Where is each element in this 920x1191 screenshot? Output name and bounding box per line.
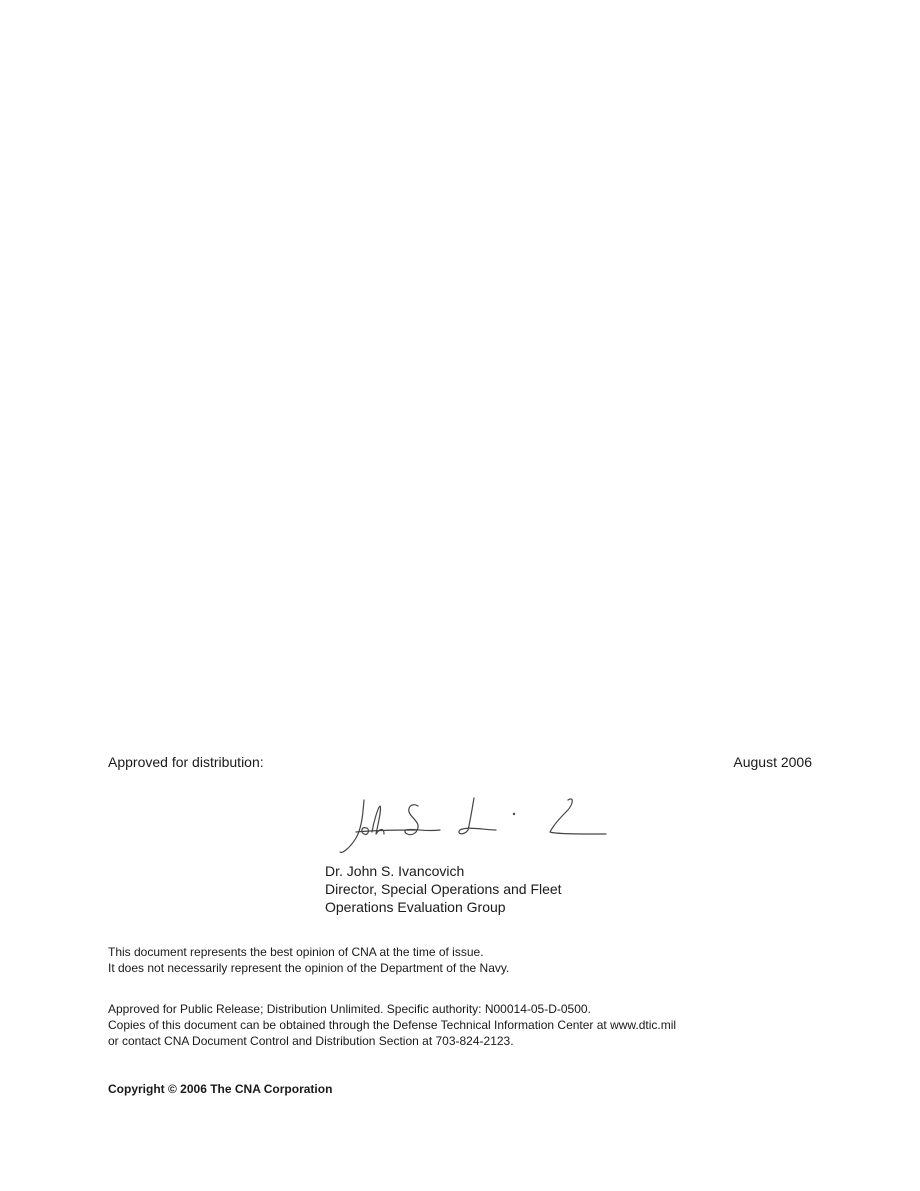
release-line3: or contact CNA Document Control and Distribution Section at 703-824-2123.	[108, 1034, 514, 1048]
approval-label: Approved for distribution:	[108, 754, 264, 770]
signature-image	[336, 792, 608, 858]
approval-row	[108, 754, 812, 774]
release-block	[108, 1001, 676, 1049]
disclaimer-line1: This document represents the best opinion of CNA at the time of issue.	[108, 945, 484, 959]
signer-block	[325, 862, 562, 916]
signer-title-line1: Director, Special Operations and Fleet	[325, 881, 562, 897]
release-line1: Approved for Public Release; Distribution Unlimited. Specific authority: N00014-05-D-0500.	[108, 1002, 591, 1016]
signer-name: Dr. John S. Ivancovich	[325, 863, 465, 879]
disclaimer-block	[108, 944, 509, 976]
approval-date: August 2006	[733, 754, 812, 770]
disclaimer-line2: It does not necessarily represent the opinion of the Department of the Navy.	[108, 961, 510, 975]
release-line2: Copies of this document can be obtained through the Defense Technical Information Center at www.dtic.mil	[108, 1018, 677, 1032]
copyright-notice: Copyright © 2006 The CNA Corporation	[108, 1082, 333, 1096]
signer-title-line2: Operations Evaluation Group	[325, 899, 506, 915]
